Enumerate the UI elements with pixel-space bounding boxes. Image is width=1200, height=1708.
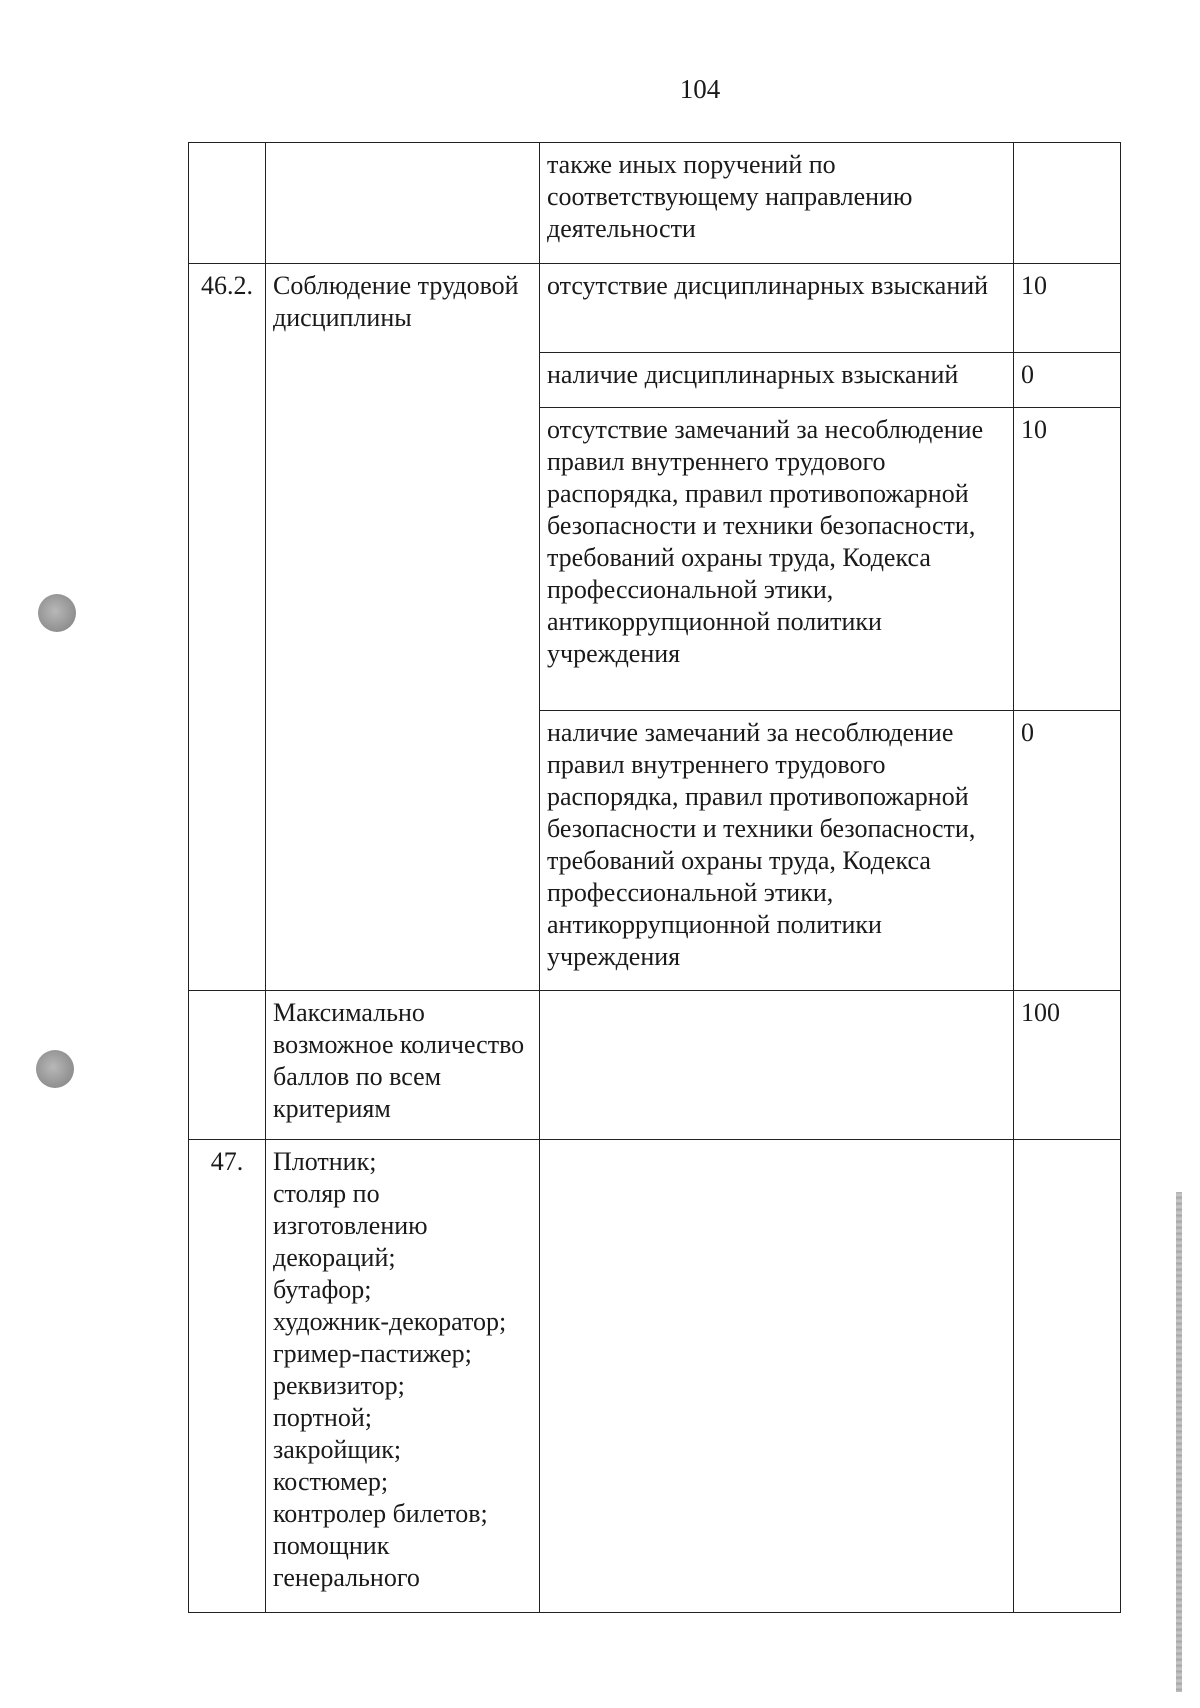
punch-hole-mark [38, 594, 76, 632]
scan-edge-mark [1176, 1192, 1182, 1692]
position-line: Плотник; [273, 1147, 377, 1176]
criterion-cell: также иных поручений по соответствующему направлению деятельности [540, 143, 1014, 264]
position-line: изготовлению [273, 1211, 428, 1240]
position-line: костюмер; [273, 1467, 389, 1496]
position-line: помощник [273, 1531, 390, 1560]
criterion-cell [540, 1140, 1014, 1613]
indicator-name-cell: Соблюдение трудовой дисциплины [266, 264, 540, 991]
indicator-name-cell: Максимально возможное количество баллов по всем критериям [266, 991, 540, 1140]
position-line: художник-декоратор; [273, 1307, 507, 1336]
criterion-cell: отсутствие замечаний за несоблюдение правил внутреннего трудового распорядка, правил противопожарной безопасности и техники безопасности, требований охраны труда, Кодекса профессиональной этики, антикоррупционной политики учреждения [540, 408, 1014, 711]
table-row [189, 1140, 1121, 1613]
criteria-table [188, 142, 1121, 1613]
page-number: 104 [679, 74, 721, 104]
criterion-cell [540, 991, 1014, 1140]
table-row [189, 991, 1121, 1140]
row-number-cell [189, 143, 266, 264]
points-cell: 100 [1014, 991, 1121, 1140]
position-line: декораций; [273, 1243, 396, 1272]
position-line: закройщик; [273, 1435, 402, 1464]
points-cell [1014, 1140, 1121, 1613]
points-cell: 0 [1014, 711, 1121, 991]
indicator-name-cell [266, 143, 540, 264]
punch-hole-mark [36, 1050, 74, 1088]
points-cell: 0 [1014, 353, 1121, 408]
table-row [189, 264, 1121, 353]
criterion-cell: наличие замечаний за несоблюдение правил внутреннего трудового распорядка, правил противопожарной безопасности и техники безопасности, требований охраны труда, Кодекса профессиональной этики, антикоррупционной политики учреждения [540, 711, 1014, 991]
table-row [189, 143, 1121, 264]
criterion-cell: наличие дисциплинарных взысканий [540, 353, 1014, 408]
criterion-cell: отсутствие дисциплинарных взысканий [540, 264, 1014, 353]
position-list-cell [266, 1140, 540, 1613]
position-line: генерального [273, 1563, 420, 1592]
position-line: бутафор; [273, 1275, 372, 1304]
points-cell [1014, 143, 1121, 264]
row-number-cell [189, 991, 266, 1140]
position-line: гример-пастижер; [273, 1339, 472, 1368]
row-number-cell: 47. [189, 1140, 266, 1613]
position-line: контролер билетов; [273, 1499, 488, 1528]
points-cell: 10 [1014, 264, 1121, 353]
position-line: портной; [273, 1403, 372, 1432]
row-number-cell: 46.2. [189, 264, 266, 991]
points-cell: 10 [1014, 408, 1121, 711]
position-line: столяр по [273, 1179, 380, 1208]
position-line: реквизитор; [273, 1371, 405, 1400]
